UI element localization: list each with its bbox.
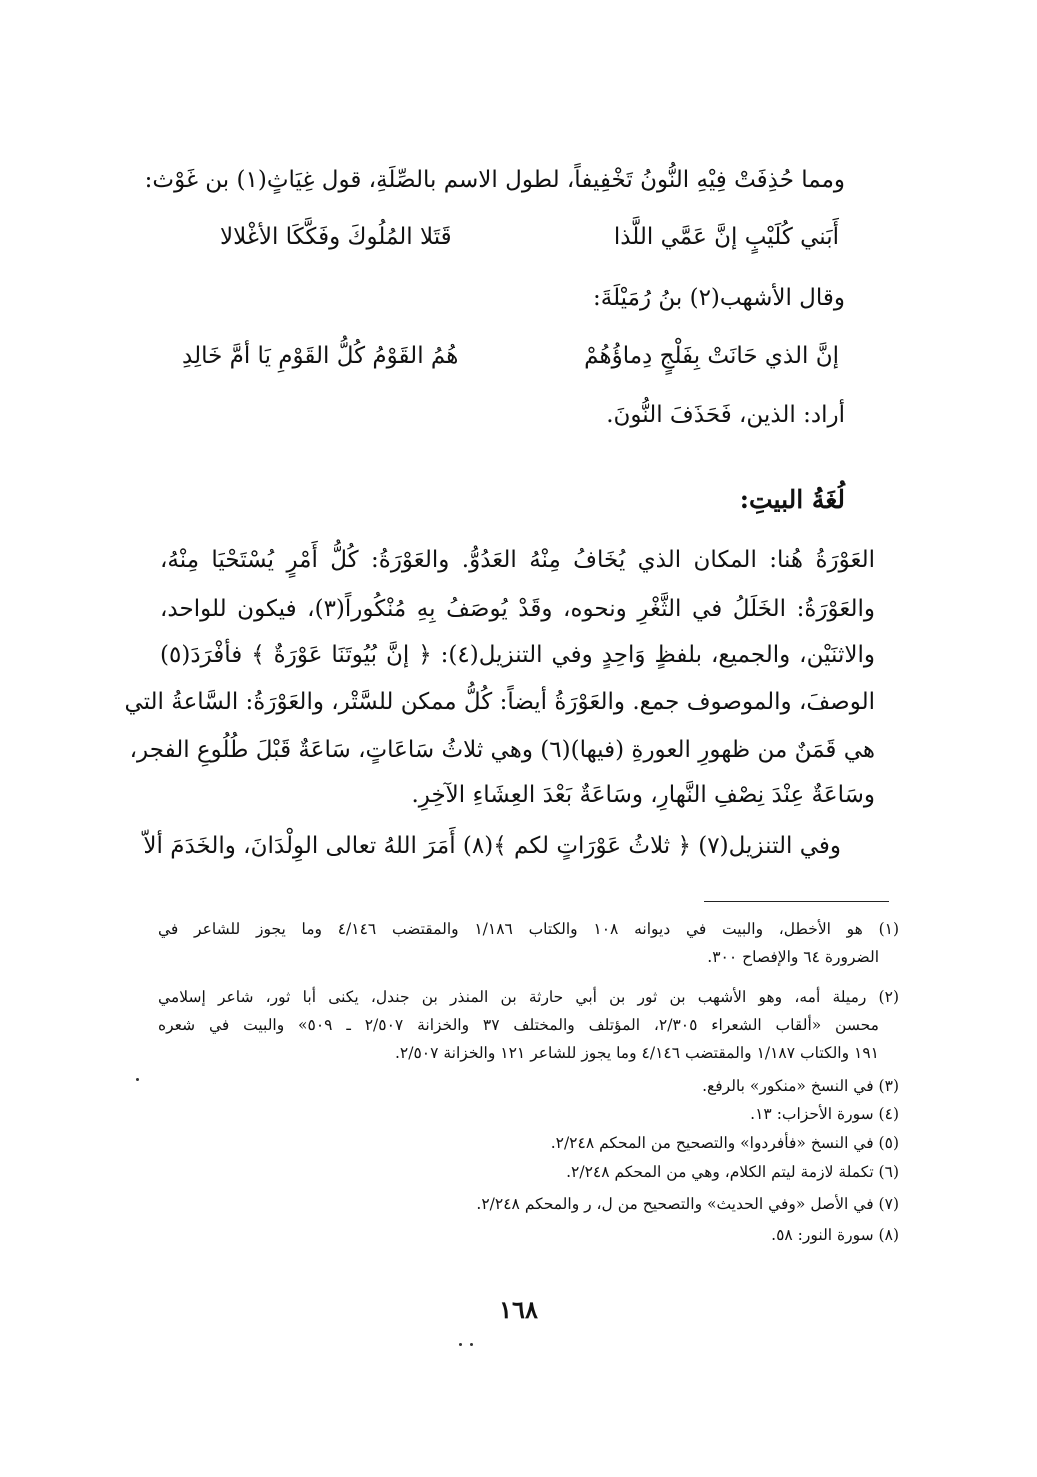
- verse-1-second-hemistich: قَتَلا المُلُوكَ وفَكَّكَا الأغْلالا: [220, 224, 452, 250]
- paragraph-line: والعَوْرَةُ: الخَلَلُ في الثَّغْرِ ونحوه، وقَدْ يُوصَفُ بِهِ مُنْكُوراً(٣)، فيكون للواحد،: [160, 596, 875, 622]
- paragraph-line: العَوْرَةُ هُنا: المكان الذي يُخَافُ مِنْهُ العَدُوُّ. والعَوْرَةُ: كُلُّ أَمْرٍ يُسْتَحْيَا مِنْهُ،: [160, 547, 875, 573]
- footnote-separator: [704, 901, 889, 902]
- section-heading: لُغَةُ البيتِ:: [739, 485, 845, 514]
- footnote-line: (١) هو الأخطل، والبيت في ديوانه ١٠٨ والكتاب ١/١٨٦ والمقتضب ٤/١٤٦ وما يجوز للشاعر في: [158, 920, 900, 938]
- footnote-line: (٢) رميلة أمه، وهو الأشهب بن ثور بن أبي حارثة بن المنذر بن جندل، يكنى أبا ثور، شاعر إسلامي: [158, 988, 899, 1006]
- verse-2-first-hemistich: إنَّ الذي حَانَتْ بِفَلْجٍ دِماؤُهُمْ: [584, 343, 839, 369]
- footnote-line: (٦) تكملة لازمة ليتم الكلام، وهي من المحكم ٢/٢٤٨.: [566, 1163, 899, 1181]
- footnote-line: (٨) سورة النور: ٥٨.: [771, 1226, 899, 1244]
- footnote-line: (٣) في النسخ «منكور» بالرفع.: [702, 1077, 899, 1095]
- paragraph-line: وسَاعَةٌ عِنْدَ نِصْفِ النَّهارِ، وسَاعَةٌ بَعْدَ العِشَاءِ الآخِرِ.: [411, 782, 875, 808]
- body-line-1: ومما حُذِفَتْ فِيْهِ النُّونُ تَخْفِيفاً، لطول الاسم بالصِّلَةِ، قول غِيَاثٍ(١) بن غَوْث:: [144, 167, 845, 193]
- page-number: ١٦٨: [499, 1295, 538, 1324]
- body-line-3: وقال الأشهب(٢) بنُ رُمَيْلَةَ:: [592, 285, 845, 311]
- footnote-line: (٤) سورة الأحزاب: ١٣.: [750, 1105, 899, 1123]
- footnote-line: (٥) في النسخ «فأفردوا» والتصحيح من المحكم ٢/٢٤٨.: [550, 1134, 899, 1152]
- footnote-line: ١٩١ والكتاب ١/١٨٧ والمقتضب ٤/١٤٦ وما يجوز للشاعر ١٢١ والخزانة ٢/٥٠٧.: [394, 1044, 879, 1062]
- verse-1-first-hemistich: أَبَني كُلَيْبٍ إنَّ عَمَّي اللَّذا: [613, 224, 839, 250]
- scan-speck: [470, 1343, 473, 1346]
- paragraph-line: والاثنَيْن، والجميع، بلفظٍ وَاحِدٍ وفي التنزيل(٤): ﴿ إنَّ بُيُوتَنَا عَوْرَةٌ ﴾ فأفْرَدَ(٥): [160, 642, 876, 668]
- verse-2-second-hemistich: هُمُ القَوْمُ كُلُّ القَوْمِ يَا أمَّ خَالِدِ: [182, 343, 459, 369]
- scan-speck: [136, 1078, 139, 1081]
- body-line-5: أراد: الذين، فَحَذَفَ النُّونَ.: [606, 402, 845, 428]
- paragraph-line: وفي التنزيل(٧) ﴿ ثلاثُ عَوْرَاتٍ لكم ﴾(٨) أَمَرَ اللهُ تعالى الوِلْدَانَ، والخَدَمَ ألاّ: [143, 833, 841, 859]
- paragraph-line: الوصفَ، والموصوف جمع. والعَوْرَةُ أيضاً: كُلُّ ممكن للسَّتْر، والعَوْرَةُ: السَّاعةُ التي: [124, 689, 875, 715]
- scan-speck: [459, 1343, 462, 1346]
- footnote-line: (٧) في الأصل «وفي الحديث» والتصحيح من ل، ر والمحكم ٢/٢٤٨.: [476, 1195, 899, 1213]
- footnote-line: محسن «ألقاب الشعراء ٢/٣٠٥، المؤتلف والمختلف ٣٧ والخزانة ٢/٥٠٧ ـ ٥٠٩» والبيت في شعره: [158, 1016, 879, 1034]
- paragraph-line: هي قَمَنٌ من ظهورِ العورةِ (فيها)(٦) وهي ثلاثُ سَاعَاتٍ، سَاعَةٌ قَبْلَ طُلُوعِ الفجر،: [129, 737, 875, 763]
- footnote-line: الضرورة ٦٤ والإفصاح ٣٠٠.: [707, 948, 879, 966]
